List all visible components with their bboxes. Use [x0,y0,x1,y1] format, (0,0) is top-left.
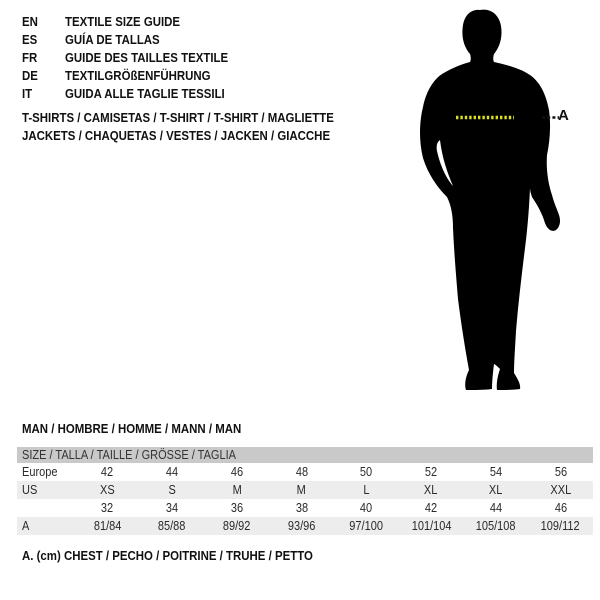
man-silhouette-body [420,10,560,390]
language-code: EN [22,14,38,29]
category-jackets [22,127,376,145]
table-cell [75,481,140,499]
cell-value: 97/100 [349,519,384,533]
language-row-fr [22,49,250,67]
cell-value: XL [489,483,503,497]
man-silhouette-figure [395,0,600,400]
row-label [17,517,75,535]
section-title-man [22,420,271,438]
table-row-chest-a [17,517,593,535]
cell-value: M [232,483,242,497]
language-code: DE [22,68,38,83]
table-cell [399,481,464,499]
cell-value: 32 [101,501,114,515]
cell-value: 93/96 [287,519,316,533]
cell-value: 44 [489,501,502,515]
cell-value: 105/108 [475,519,516,533]
row-label [17,463,75,481]
row-label-text: A [22,519,30,533]
cell-value: 40 [360,501,373,515]
table-row-alt-size [17,499,593,517]
language-code: IT [22,86,33,101]
cell-value: 46 [230,465,243,479]
table-cell [464,463,529,481]
table-cell [269,463,334,481]
language-row-de [22,67,250,85]
size-table-header-text: SIZE / TALLA / TAILLE / GRÖSSE / TAGLIA [22,448,236,462]
table-cell [399,517,464,535]
table-cell [269,481,334,499]
table-cell [528,481,593,499]
table-cell [269,499,334,517]
cell-value: 109/112 [541,519,581,533]
size-table [17,447,593,535]
table-cell [140,481,205,499]
language-code: FR [22,50,38,65]
table-cell [205,481,270,499]
table-row-us [17,481,593,499]
footnote-chest [22,547,353,565]
language-row-it [22,85,250,103]
table-cell [75,463,140,481]
language-label: GUIDE DES TAILLES TEXTILE [65,50,229,65]
language-code: ES [22,32,38,47]
language-row-en [22,13,250,31]
category-list [22,109,376,145]
table-cell [334,463,399,481]
table-cell [528,463,593,481]
table-cell [75,517,140,535]
cell-value: S [168,483,176,497]
row-label-text: Europe [22,465,58,479]
cell-value: XXL [550,483,572,497]
table-cell [75,499,140,517]
table-cell [140,517,205,535]
language-label: GUÍA DE TALLAS [65,32,160,47]
table-cell [140,463,205,481]
cell-value: 48 [295,465,308,479]
footnote-text: A. (cm) CHEST / PECHO / POITRINE / TRUHE / PETTO [22,548,313,563]
cell-value: 101/104 [411,519,452,533]
row-label-text: US [22,483,38,497]
category-tshirts [22,109,376,127]
cell-value: 42 [425,501,438,515]
category-jackets-text: JACKETS / CHAQUETAS / VESTES / JACKEN / GIACCHE [22,128,331,143]
cell-value: 56 [554,465,567,479]
cell-value: 85/88 [158,519,186,533]
table-cell [205,499,270,517]
category-tshirts-text: T-SHIRTS / CAMISETAS / T-SHIRT / T-SHIRT / MAGLIETTE [22,110,334,125]
cell-value: 46 [554,501,567,515]
cell-value: 36 [230,501,243,515]
measure-label-a: A [558,107,569,124]
cell-value: XS [100,483,115,497]
language-label: TEXTILE SIZE GUIDE [65,14,181,29]
cell-value: 38 [295,501,308,515]
table-cell [464,499,529,517]
row-label [17,481,75,499]
cell-value: L [363,483,370,497]
table-cell [528,517,593,535]
table-cell [334,499,399,517]
cell-value: 52 [425,465,438,479]
cell-value: 81/84 [93,519,122,533]
table-cell [528,499,593,517]
table-cell [464,517,529,535]
table-cell [205,517,270,535]
language-list [22,13,250,103]
table-cell [140,499,205,517]
table-row-europe [17,463,593,481]
cell-value: 42 [101,465,114,479]
cell-value: 34 [166,501,179,515]
cell-value: 89/92 [223,519,251,533]
table-cell [399,499,464,517]
language-label: GUIDA ALLE TAGLIE TESSILI [65,86,225,101]
section-title-text: MAN / HOMBRE / HOMME / MANN / MAN [22,421,242,436]
cell-value: XL [424,483,438,497]
table-cell [205,463,270,481]
table-cell [464,481,529,499]
cell-value: M [297,483,307,497]
language-row-es [22,31,250,49]
cell-value: 50 [360,465,373,479]
language-label: TEXTILGRÖßENFÜHRUNG [65,68,211,83]
size-table-header [17,447,593,463]
table-cell [334,481,399,499]
man-silhouette-icon [395,0,600,400]
cell-value: 44 [166,465,179,479]
cell-value: 54 [489,465,502,479]
row-label [17,499,75,517]
table-cell [334,517,399,535]
table-cell [399,463,464,481]
table-cell [269,517,334,535]
